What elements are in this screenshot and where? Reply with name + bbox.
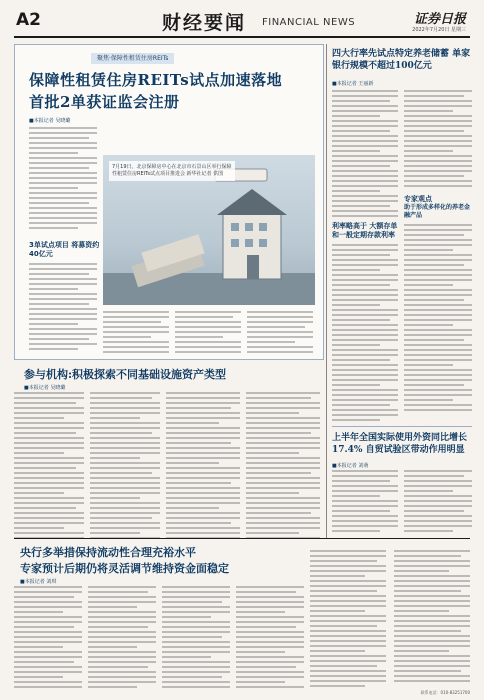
second-text-column-3 [166, 392, 240, 542]
lower-right-headline[interactable]: 上半年全国实际使用外资同比增长17.4% 自贸试验区带动作用明显 [332, 433, 468, 455]
second-text-column-1 [14, 392, 84, 542]
lead-text-column-1b [29, 263, 97, 353]
right-subhead-products: 助于形成多样化的养老金融产品 [404, 204, 471, 219]
bottom-text-column-2 [88, 586, 156, 691]
right-subhead-rate: 利率略高于 大额存单和一般定期存款利率 [332, 222, 398, 239]
issue-date: 2022年7月20日 星期三 [412, 27, 466, 33]
page-number: A2 [16, 10, 41, 30]
right-article-byline: ■本报记者 王丽新 [332, 81, 374, 87]
lower-right-text-column-1 [332, 470, 398, 535]
right-text-column-1b [332, 244, 398, 424]
lead-kicker: 聚焦·保障性租赁住房REITs [91, 53, 174, 64]
lead-text-column-3 [175, 311, 241, 356]
bottom-text-column-1 [14, 586, 82, 691]
column-divider [326, 44, 327, 538]
second-article-headline[interactable]: 参与机构:积极探索不同基础设施资产类型 [24, 368, 227, 381]
bottom-byline: ■本报记者 刘琪 [20, 579, 57, 585]
lower-right-divider [332, 426, 472, 427]
second-article-byline: ■本报记者 吴晓璐 [24, 385, 66, 391]
right-text-column-2 [404, 90, 472, 190]
paper-logo: 证券日报 [413, 12, 466, 27]
lead-text-column-1 [29, 127, 97, 232]
photo-caption: 7月19日，北京保障房中心在北京市石景山区举行保障性租赁住房REITs试点项目推进会 新华社记者 供图 [109, 161, 235, 181]
right-text-column-1 [332, 90, 398, 220]
lead-text-column-4 [247, 311, 313, 356]
right-subhead-expert: 专家观点 [404, 195, 432, 203]
bottom-section-rule [14, 538, 470, 539]
right-article-headline[interactable]: 四大行率先试点特定养老储蓄 单家银行规模不超过100亿元 [332, 49, 471, 71]
section-title-en: FINANCIAL NEWS [262, 17, 356, 28]
bottom-text-column-4 [236, 586, 304, 691]
lead-byline: ■本报记者 吴晓璐 [29, 118, 71, 124]
right-text-column-2b [404, 224, 472, 414]
masthead [14, 6, 470, 38]
bottom-headline-sub[interactable]: 专家预计后期仍将灵活调节维持资金面稳定 [20, 562, 229, 575]
bottom-headline-main[interactable]: 央行多举措保持流动性合理充裕水平 [20, 546, 196, 559]
lead-text-column-2 [103, 311, 169, 356]
lead-headline-main[interactable]: 保障性租赁住房REITs试点加速落地 [29, 71, 283, 89]
bottom-text-column-6 [394, 550, 470, 685]
footer-contact: 联系电话：010-83251700 [420, 690, 470, 695]
lead-photo [103, 155, 315, 305]
bottom-text-column-3 [162, 586, 230, 691]
second-text-column-4 [246, 392, 320, 542]
lower-right-byline: ■本报记者 刘萌 [332, 463, 369, 469]
lead-subhead: 3单试点项目 将募资约40亿元 [29, 241, 100, 258]
second-text-column-2 [90, 392, 160, 542]
lead-article [14, 44, 324, 360]
lower-right-text-column-2 [404, 470, 472, 535]
section-title: 财经要闻 [162, 12, 247, 34]
bottom-text-column-5 [310, 550, 386, 690]
lead-headline-sub[interactable]: 首批2单获证监会注册 [29, 93, 180, 111]
